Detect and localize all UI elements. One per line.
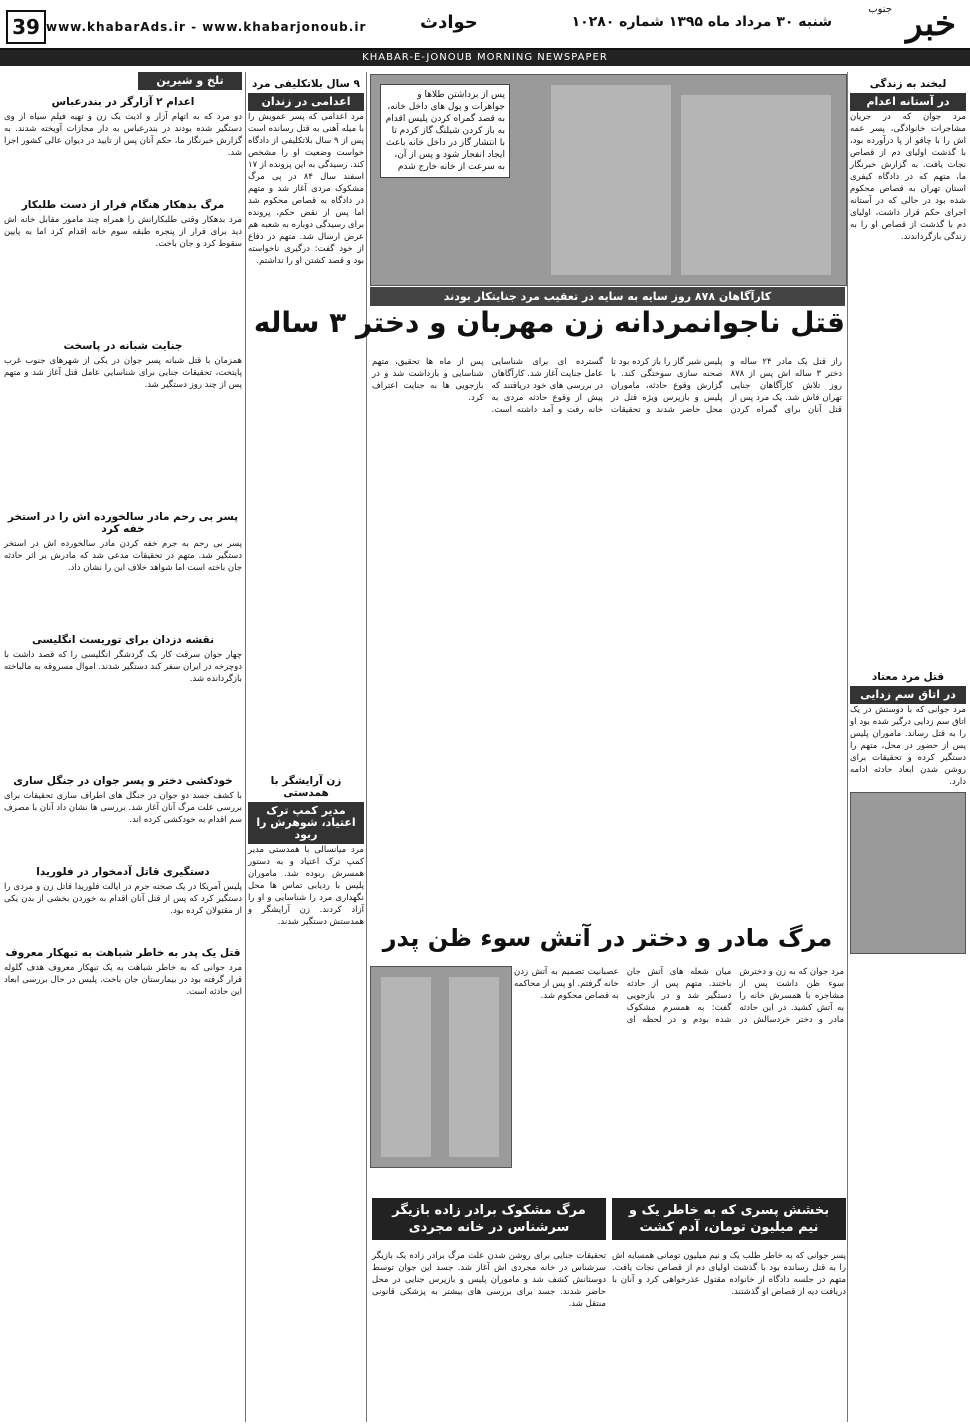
left-item-title: پسر بی رحم مادر سالخورده اش را در استخر خفه کرد [7, 511, 239, 535]
colb-second-kicker: زن آرایشگر با همدستی [270, 775, 342, 799]
photo-figure [449, 977, 499, 1157]
left-item-title: خودکشی دختر و پسر جوان در جنگل ساری [13, 775, 233, 787]
bottom-right-body [612, 1250, 846, 1420]
colb-body: مرد اعدامی که پسر عمویش را با میله آهنی به قتل رسانده است پس از ۹ سال بلاتکلیفی از دادگاه خواست وضعیت او را مشخص کند. رسیدگی به این پرونده از ۱۷ اسفند سال ۸۴ در پی مرگ مشکوک مردی آغاز شد و متهم در دادگاه به قصاص محکوم شد اما پس از نقض حکم، پرونده برای رسیدگی دوباره به شعبه هم عرض ارسال شد. متهم در دفاع از خود گفت: درگیری ناخواسته بود و قصد کشتن او را نداشتم. [248, 112, 365, 266]
left-item-title: قتل یک پدر به خاطر شباهت به تبهکار معروف [5, 947, 241, 959]
left-item-title: مرگ بدهکار هنگام فرار از دست طلبکار [21, 199, 225, 211]
news-photo [370, 966, 512, 1168]
left-item-title: اعدام ۲ آزارگر در بندرعباس [51, 96, 195, 108]
column-divider [847, 72, 848, 1422]
photo-figure [381, 977, 431, 1157]
masthead-subbar: KHABAR-E-JONOUB MORNING NEWSPAPER [0, 50, 970, 66]
left-item [4, 340, 242, 391]
left-item [4, 511, 242, 574]
issue-date: شنبه ۳۰ مرداد ماه ۱۳۹۵ شماره ۱۰۲۸۰ [571, 14, 832, 30]
left-item [4, 775, 242, 826]
main-headline: قتل ناجوانمردانه زن مهربان و دختر ۳ ساله [253, 306, 845, 339]
right-second-body: مرد جوانی که با دوستش در یک اتاق سم زدایی درگیر شده بود او را به قتل رساند. ماموران پلیس پس از حضور در محل، متهم را دستگیر کرده و تحقیقات برای روشن شدن ابعاد حادثه ادامه دارد. [850, 705, 966, 787]
column-b [248, 72, 364, 1422]
left-item-body: دو مرد که به اتهام آزار و اذیت یک زن و تهیه فیلم سیاه از وی دستگیر شده بودند در بندرعباس به دار مجازات آویخته شدند. به گزارش خبرنگار ما، حکم آنان پس از تایید در دیوان عالی کشور اجرا شد. [4, 112, 242, 158]
bottom-mid-body [372, 1250, 606, 1420]
colb-second-body: مرد میانسالی با همدستی مدیر کمپ ترک اعتیاد و به دستور همسرش ربوده شد. ماموران پلیس با ردیابی تماس ها محل نگهداری مرد را شناسایی و او را آزاد کردند. زن آرایشگر و همدستش دستگیر شدند. [248, 845, 364, 927]
right-kicker: لبخند به زندگی [869, 78, 947, 90]
second-headline: مرگ مادر و دختر در آتش سوء ظن پدر [382, 924, 833, 952]
newspaper-logo: خبر [905, 4, 956, 44]
page-number: 39 [6, 10, 46, 44]
bottom-mid-text: تحقیقات جنایی برای روشن شدن علت مرگ برادر زاده یک بازیگر سرشناس در خانه مجردی اش آغاز شد. جسد این جوان توسط دوستانش کشف شد و ماموران پلیس و بازپرس جنایی در محل حاضر شدند. جسد برای بررسی های بیشتر به پزشکی قانونی منتقل شد. [372, 1251, 606, 1309]
colb-kicker: ۹ سال بلاتکلیفی مرد [252, 78, 360, 90]
left-item-body: پسر بی رحم به جرم خفه کردن مادر سالخورده اش در استخر دستگیر شد. متهم در تحقیقات مدعی شد که مادرش بر اثر حادثه جان باخته است اما شواهد خلاف این را نشان داد. [4, 539, 242, 573]
section-title: حوادث [420, 12, 478, 33]
bottom-mid-headline: مرگ مشکوک برادر زاده بازیگر سرشناس در خانه مجردی [372, 1198, 606, 1240]
left-item-body: مرد جوانی که به خاطر شباهت به یک تبهکار معروف هدف گلوله قرار گرفته بود در بیمارستان جان باخت. پلیس در حال بررسی ابعاد این حادثه است. [4, 963, 242, 997]
left-item-title: جنایت شبانه در پاسخت [63, 340, 183, 352]
photo-figure [551, 85, 671, 275]
photo-figure [681, 95, 831, 275]
left-item [4, 634, 242, 685]
main-kicker: کارآگاهان ۸۷۸ روز سایه به سایه در تعقیب مرد جنایتکار بودند [370, 287, 845, 306]
colb-body-continued [248, 269, 364, 769]
left-item [4, 199, 242, 250]
main-body [372, 356, 842, 920]
left-item [4, 866, 242, 917]
colb-second-title: مدیر کمپ ترک اعتیاد، شوهرش را ربود [248, 802, 364, 844]
bottom-right-text: پسر جوانی که به خاطر طلب یک و نیم میلیون تومانی همسایه اش را به قتل رسانده بود با گذشت اولیای دم از قصاص نجات یافت. متهم در جلسه دادگاه از خانواده مقتول عذرخواهی کرد و آنان با دریافت دیه از قصاص او گذشتند. [612, 1251, 846, 1297]
website-links: www.khabarAds.ir - www.khabarjonoub.ir [46, 20, 367, 34]
photo-caption: پس از برداشتن طلاها و جواهرات و پول های داخل خانه، به قصد گمراه کردن پلیس اقدام به باز کردن شیلنگ گاز کردم تا با انتشار گاز در داخل خانه باعث ایجاد انفجار شود و پس از آن، به سرعت از خانه خارج شدم [380, 84, 510, 178]
column-divider [366, 72, 367, 1422]
colb-title: اعدامی در زندان [248, 93, 364, 111]
main-body-text: راز قتل یک مادر ۲۴ ساله و دختر ۳ ساله اش پس از ۸۷۸ روز تلاش کارآگاهان جنایی تهران فاش شد. یک مرد پس از قتل آنان برای گمراه کردن پلیس شیر گاز را باز کرده بود تا صحنه سازی سوختگی کند. با گزارش وقوع حادثه، ماموران پلیس و بازپرس ویژه قتل در محل حاضر شدند و تحقیقات گسترده ای برای شناسایی عامل جنایت آغاز شد. کارآگاهان در بررسی های خود دریافتند که پیش از وقوع حادثه مردی به خانه رفت و آمد داشته است. پس از ماه ها تحقیق، متهم شناسایی و بازداشت شد و در بازجویی ها به جنایت اعتراف کرد. [372, 357, 843, 415]
left-item-title: دستگیری قاتل آدمخوار در فلوریدا [36, 866, 210, 878]
right-column [850, 72, 966, 1422]
right-body: مرد جوان که در جریان مشاجرات خانوادگی، پسر عمه اش را با چاقو از پا درآورده بود، با گذشت اولیای دم از قصاص نجات یافت. به گزارش خبرنگار ما، متهم که در دادگاه کیفری استان تهران به قصاص محکوم شده بود در حالی که در آستانه اجرای حکم قرار داشت، اولیای دم با گذشت از قصاص او را به زندگی بازگرداندند. [850, 112, 966, 242]
second-body-text: مرد جوان که به زن و دخترش سوء ظن داشت پس از مشاجره با همسرش خانه را به آتش کشید. در این حادثه مادر و دختر خردسالش در میان شعله های آتش جان باختند. متهم پس از حادثه دستگیر شد و در بازجویی گفت: به همسرم مشکوک شده بودم و در لحظه ای عصبانیت تصمیم به آتش زدن خانه گرفتم. او پس از محاکمه به قصاص محکوم شد. [514, 967, 844, 1025]
news-photo [850, 792, 966, 954]
left-column [4, 72, 242, 1422]
bottom-right-headline: بخشش پسری که به خاطر یک و نیم میلیون تومان، آدم کشت [612, 1198, 846, 1240]
left-box-title: تلخ و شیرین [138, 72, 242, 90]
right-title: در آستانه اعدام [850, 93, 966, 111]
right-second-kicker: قتل مرد معتاد [871, 671, 945, 683]
right-second-title: در اتاق سم زدایی [850, 686, 966, 704]
left-item-body: چهار جوان سرقت کار یک گردشگر انگلیسی را که قصد داشت با دوچرخه در ایران سفر کند دستگیر شدند. اموال مسروقه به مالباخته بازگردانده شد. [4, 650, 242, 684]
left-item-body: همزمان با قتل شبانه پسر جوان در یکی از شهرهای جنوب غرب پایتخت، تحقیقات جنایی برای شناسایی عامل قتل آغاز شد و متهم پس از چند روز دستگیر شد. [4, 356, 242, 390]
left-item-title: نقشه دزدان برای توریست انگلیسی [31, 634, 215, 646]
left-item-body: با کشف جسد دو جوان در جنگل های اطراف ساری تحقیقات برای بررسی علت مرگ آنان آغاز شد. بررسی ها نشان داد آنان با مصرف سم اقدام به خودکشی کرده اند. [4, 791, 242, 825]
right-body-continued [850, 245, 966, 665]
second-body [514, 966, 844, 1186]
left-item-body: پلیس آمریکا در یک صحنه جرم در ایالت فلوریدا قاتل زن و مردی را دستگیر کرد که پس از قتل آنان اقدام به خوردن بخشی از بدن یکی از مقتولان کرده بود. [4, 882, 242, 916]
left-item [4, 96, 242, 159]
left-item-body: مرد بدهکار وقتی طلبکارانش را همراه چند مامور مقابل خانه اش دید برای فرار از پنجره طبقه سوم خانه اقدام کرد اما به پایین سقوط کرد و جان باخت. [4, 215, 242, 249]
left-item [4, 947, 242, 998]
column-divider [245, 72, 246, 1422]
logo-subtitle: جنوب [868, 4, 892, 15]
